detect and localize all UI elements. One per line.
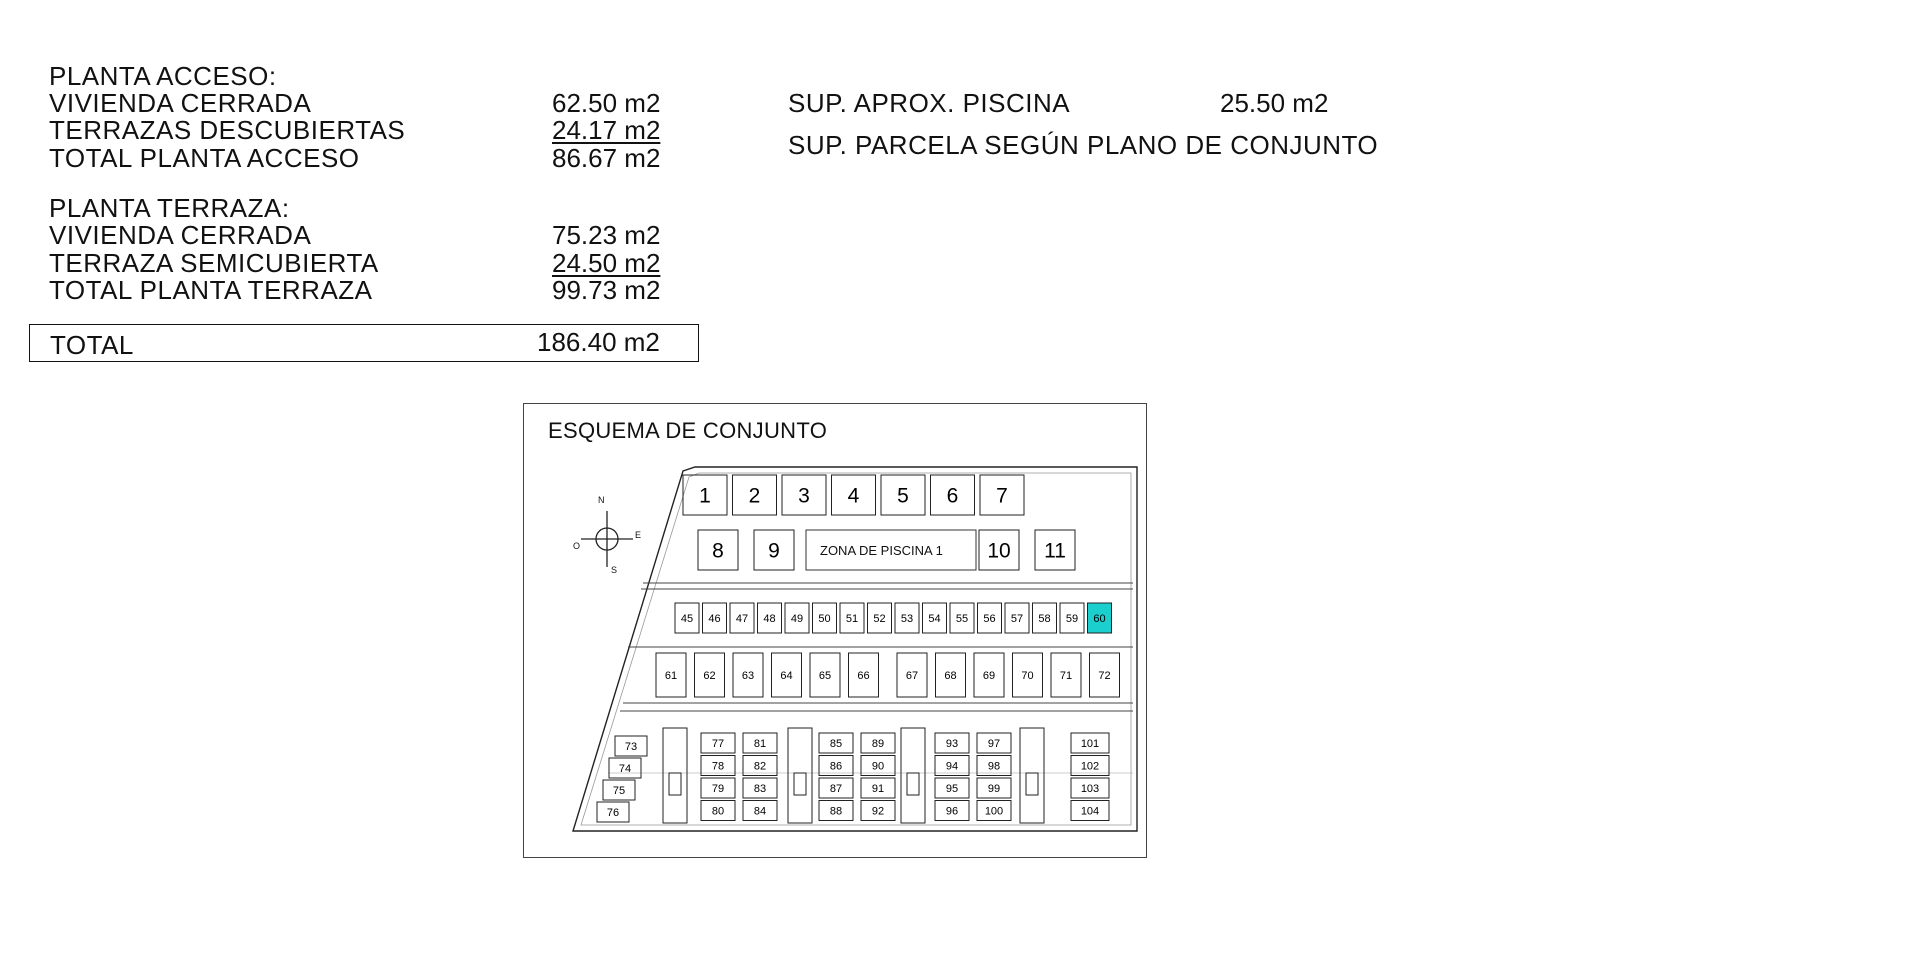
unit-96-label: 96 xyxy=(945,805,959,818)
unit-60-label: 60 xyxy=(1093,612,1106,625)
unit-63 xyxy=(733,653,763,697)
total-value: 186.40 m2 xyxy=(537,327,660,357)
unit-9 xyxy=(754,530,794,570)
unit-49-label: 49 xyxy=(790,612,804,625)
unit-95-label: 95 xyxy=(945,782,959,795)
compass-n: N xyxy=(598,495,605,505)
unit-97 xyxy=(977,733,1011,753)
unit-77-label: 77 xyxy=(711,737,725,750)
unit-57 xyxy=(1005,603,1029,633)
unit-52-label: 52 xyxy=(873,612,886,625)
site-plan xyxy=(523,403,1147,858)
unit-6-label: 6 xyxy=(946,484,959,508)
unit-50-label: 50 xyxy=(818,612,831,625)
unit-104 xyxy=(1071,801,1109,821)
unit-3-label: 3 xyxy=(798,484,810,508)
acceso-terrazas-value: 24.17 m2 xyxy=(552,115,661,145)
unit-10 xyxy=(979,530,1019,570)
unit-77 xyxy=(701,733,735,753)
unit-99-label: 99 xyxy=(987,782,1001,795)
unit-6 xyxy=(931,475,975,515)
unit-61 xyxy=(656,653,686,697)
unit-1 xyxy=(683,475,727,515)
planta-acceso-heading: PLANTA ACCESO: xyxy=(49,61,277,91)
planta-terraza-heading: PLANTA TERRAZA: xyxy=(49,193,290,223)
service-box xyxy=(669,773,681,795)
unit-8 xyxy=(698,530,738,570)
unit-46 xyxy=(703,603,727,633)
unit-64 xyxy=(772,653,802,697)
unit-9-label: 9 xyxy=(768,539,780,563)
unit-82 xyxy=(743,756,777,776)
unit-46-label: 46 xyxy=(708,612,721,625)
unit-87 xyxy=(819,778,853,798)
unit-89 xyxy=(861,733,895,753)
site-boundary xyxy=(573,467,1137,831)
unit-85 xyxy=(819,733,853,753)
unit-61-label: 61 xyxy=(664,669,678,682)
unit-59 xyxy=(1060,603,1084,633)
unit-47 xyxy=(730,603,754,633)
unit-51 xyxy=(840,603,864,633)
unit-95 xyxy=(935,778,969,798)
compass-o: O xyxy=(573,541,581,551)
unit-50 xyxy=(813,603,837,633)
unit-51-label: 51 xyxy=(845,612,859,625)
unit-62 xyxy=(695,653,725,697)
unit-90-label: 90 xyxy=(871,760,885,773)
service-strip xyxy=(663,728,687,823)
unit-88-label: 88 xyxy=(829,805,843,818)
unit-101-label: 101 xyxy=(1080,737,1100,750)
unit-71 xyxy=(1051,653,1081,697)
unit-79 xyxy=(701,778,735,798)
terraza-vivienda-value: 75.23 m2 xyxy=(552,220,661,250)
unit-3 xyxy=(782,475,826,515)
service-strip xyxy=(1020,728,1044,823)
unit-89-label: 89 xyxy=(871,737,885,750)
unit-60 xyxy=(1088,603,1112,633)
unit-104-label: 104 xyxy=(1080,805,1100,818)
unit-76-label: 76 xyxy=(606,806,620,819)
acceso-vivienda-value: 62.50 m2 xyxy=(552,88,661,118)
esquema-title: ESQUEMA DE CONJUNTO xyxy=(548,418,828,443)
unit-72-label: 72 xyxy=(1098,669,1111,682)
unit-91 xyxy=(861,778,895,798)
unit-71-label: 71 xyxy=(1059,669,1073,682)
unit-94-label: 94 xyxy=(945,760,959,773)
compass xyxy=(581,511,633,567)
unit-66 xyxy=(849,653,879,697)
unit-59-label: 59 xyxy=(1065,612,1079,625)
unit-45-label: 45 xyxy=(680,612,694,625)
terraza-vivienda-label: VIVIENDA CERRADA xyxy=(49,220,312,250)
unit-67-label: 67 xyxy=(905,669,919,682)
unit-75-label: 75 xyxy=(612,784,626,797)
unit-55 xyxy=(950,603,974,633)
acceso-total-value: 86.67 m2 xyxy=(552,143,661,173)
sup-piscina-label: SUP. APROX. PISCINA xyxy=(788,88,1071,118)
unit-45 xyxy=(675,603,699,633)
unit-57-label: 57 xyxy=(1010,612,1024,625)
acceso-vivienda-label: VIVIENDA CERRADA xyxy=(49,88,312,118)
unit-10-label: 10 xyxy=(987,539,1011,563)
unit-11-label: 11 xyxy=(1044,539,1066,563)
unit-103 xyxy=(1071,778,1109,798)
total-label: TOTAL xyxy=(50,330,134,360)
unit-80 xyxy=(701,801,735,821)
unit-85-label: 85 xyxy=(829,737,843,750)
unit-93-label: 93 xyxy=(945,737,959,750)
unit-66-label: 66 xyxy=(857,669,870,682)
unit-8-label: 8 xyxy=(712,539,724,563)
unit-83 xyxy=(743,778,777,798)
unit-100 xyxy=(977,801,1011,821)
unit-68-label: 68 xyxy=(944,669,957,682)
unit-7-label: 7 xyxy=(996,484,1008,508)
unit-2 xyxy=(733,475,777,515)
unit-102 xyxy=(1071,756,1109,776)
unit-52 xyxy=(868,603,892,633)
unit-49 xyxy=(785,603,809,633)
unit-48 xyxy=(758,603,782,633)
unit-79-label: 79 xyxy=(711,782,725,795)
unit-5-label: 5 xyxy=(897,484,909,508)
unit-102-label: 102 xyxy=(1080,760,1100,773)
unit-100-label: 100 xyxy=(984,805,1004,818)
terraza-semicubierta-label: TERRAZA SEMICUBIERTA xyxy=(49,248,379,278)
unit-73-label: 73 xyxy=(624,740,638,753)
unit-7 xyxy=(980,475,1024,515)
unit-88 xyxy=(819,801,853,821)
unit-80-label: 80 xyxy=(711,805,725,818)
unit-94 xyxy=(935,756,969,776)
unit-84-label: 84 xyxy=(753,805,767,818)
unit-73 xyxy=(615,736,647,756)
unit-98-label: 98 xyxy=(987,760,1001,773)
unit-83-label: 83 xyxy=(753,782,767,795)
unit-81 xyxy=(743,733,777,753)
sup-piscina-value: 25.50 m2 xyxy=(1220,88,1329,118)
pool-zone-label: ZONA DE PISCINA 1 xyxy=(820,543,943,558)
unit-4-label: 4 xyxy=(847,484,860,508)
unit-86-label: 86 xyxy=(829,760,843,773)
service-box xyxy=(907,773,919,795)
service-box xyxy=(794,773,806,795)
unit-96 xyxy=(935,801,969,821)
compass-e: E xyxy=(635,530,642,540)
unit-70-label: 70 xyxy=(1021,669,1034,682)
service-box xyxy=(1026,773,1038,795)
unit-47-label: 47 xyxy=(735,612,749,625)
service-strip xyxy=(788,728,812,823)
unit-65-label: 65 xyxy=(818,669,832,682)
unit-92 xyxy=(861,801,895,821)
unit-92-label: 92 xyxy=(871,805,885,818)
unit-99 xyxy=(977,778,1011,798)
unit-56-label: 56 xyxy=(983,612,996,625)
unit-64-label: 64 xyxy=(780,669,793,682)
unit-76 xyxy=(597,802,629,822)
terraza-semicubierta-value: 24.50 m2 xyxy=(552,248,661,278)
unit-70 xyxy=(1013,653,1043,697)
unit-84 xyxy=(743,801,777,821)
unit-82-label: 82 xyxy=(753,760,767,773)
unit-81-label: 81 xyxy=(753,737,767,750)
unit-5 xyxy=(881,475,925,515)
unit-1-label: 1 xyxy=(699,484,711,508)
unit-68 xyxy=(936,653,966,697)
unit-69-label: 69 xyxy=(982,669,996,682)
unit-48-label: 48 xyxy=(763,612,776,625)
unit-78-label: 78 xyxy=(711,760,725,773)
unit-101 xyxy=(1071,733,1109,753)
unit-53 xyxy=(895,603,919,633)
unit-86 xyxy=(819,756,853,776)
unit-91-label: 91 xyxy=(871,782,885,795)
unit-97-label: 97 xyxy=(987,737,1001,750)
unit-65 xyxy=(810,653,840,697)
unit-58 xyxy=(1033,603,1057,633)
unit-78 xyxy=(701,756,735,776)
unit-11 xyxy=(1035,530,1075,570)
unit-56 xyxy=(978,603,1002,633)
acceso-total-label: TOTAL PLANTA ACCESO xyxy=(49,143,360,173)
compass-s: S xyxy=(611,565,618,575)
unit-58-label: 58 xyxy=(1038,612,1051,625)
service-strip xyxy=(901,728,925,823)
unit-103-label: 103 xyxy=(1080,782,1100,795)
unit-54-label: 54 xyxy=(928,612,941,625)
unit-67 xyxy=(897,653,927,697)
unit-90 xyxy=(861,756,895,776)
unit-74 xyxy=(609,758,641,778)
unit-98 xyxy=(977,756,1011,776)
unit-53-label: 53 xyxy=(900,612,914,625)
unit-2-label: 2 xyxy=(748,484,761,508)
sup-parcela-label: SUP. PARCELA SEGÚN PLANO DE CONJUNTO xyxy=(788,130,1379,160)
unit-93 xyxy=(935,733,969,753)
unit-75 xyxy=(603,780,635,800)
unit-74-label: 74 xyxy=(618,762,632,775)
unit-54 xyxy=(923,603,947,633)
unit-55-label: 55 xyxy=(955,612,969,625)
terraza-total-value: 99.73 m2 xyxy=(552,275,661,305)
unit-62-label: 62 xyxy=(703,669,716,682)
unit-72 xyxy=(1090,653,1120,697)
terraza-total-label: TOTAL PLANTA TERRAZA xyxy=(49,275,373,305)
unit-69 xyxy=(974,653,1004,697)
acceso-terrazas-label: TERRAZAS DESCUBIERTAS xyxy=(49,115,406,145)
unit-4 xyxy=(832,475,876,515)
unit-63-label: 63 xyxy=(741,669,755,682)
unit-87-label: 87 xyxy=(829,782,843,795)
